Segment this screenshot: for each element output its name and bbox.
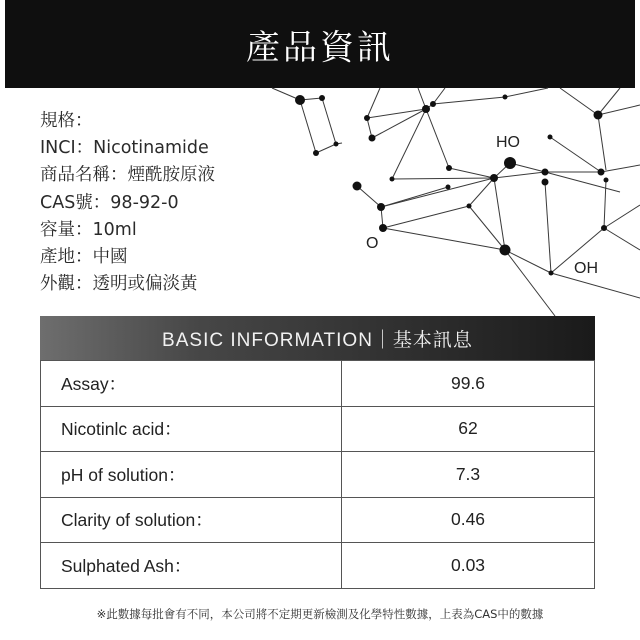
table-row (41, 452, 595, 498)
row-label: Clarity of solution： (41, 497, 342, 543)
row-value: 62 (342, 406, 595, 452)
molecule-label-ho: HO (496, 134, 520, 151)
molecule-label-oh: OH (574, 260, 598, 277)
table-row (41, 543, 595, 589)
row-label: Assay： (41, 361, 342, 407)
table-title: BASIC INFORMATION｜基本訊息 (40, 316, 595, 360)
spec-line-inci: INCI：Nicotinamide (40, 138, 209, 159)
spec-line-capacity: 容量：10ml (40, 219, 137, 240)
spec-line-heading: 規格： (40, 111, 93, 131)
spec-line-appearance: 外觀：透明或偏淡黃 (40, 274, 198, 295)
spec-line-product-name: 商品名稱：煙酰胺原液 (40, 165, 215, 186)
row-label: Nicotinlc acid： (41, 406, 342, 452)
row-value: 7.3 (342, 452, 595, 498)
page-title: 產品資訊 (246, 27, 394, 68)
molecule-label-o: O (366, 235, 379, 252)
footnote: ※此數據每批會有不同，本公司將不定期更新檢測及化學特性數據，上表為CAS中的數據 (96, 607, 544, 621)
row-value: 99.6 (342, 361, 595, 407)
row-label: pH of solution： (41, 452, 342, 498)
table-row (41, 497, 595, 543)
info-table-grid (40, 360, 595, 589)
basic-information-table (40, 316, 595, 589)
row-label: Sulphated Ash： (41, 543, 342, 589)
row-value: 0.46 (342, 497, 595, 543)
spec-line-cas: CAS號：98-92-0 (40, 192, 179, 213)
spec-line-origin: 產地：中國 (40, 247, 128, 268)
table-row (41, 406, 595, 452)
table-row (41, 361, 595, 407)
row-value: 0.03 (342, 543, 595, 589)
